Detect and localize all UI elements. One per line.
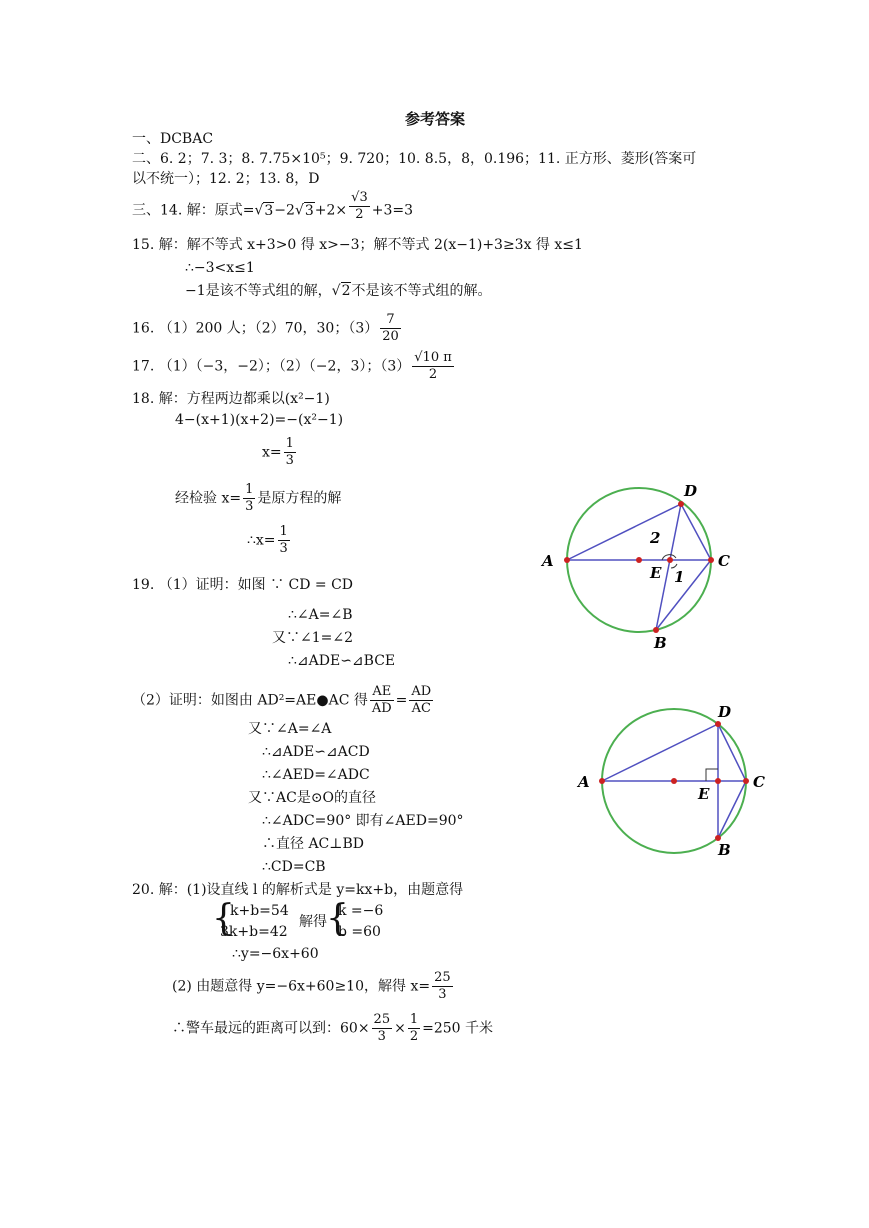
q15-line3: −1是该不等式组的解，√2不是该不等式组的解。 — [185, 283, 492, 299]
label-angle-1: 1 — [674, 568, 685, 586]
q18-line5: ∴x= $\frac{1}{3}$ — [247, 524, 288, 556]
q16-answer: 16. （1）200 人；（2）70，30；（3） $\frac{7}{20}$ — [132, 312, 399, 344]
q15-line1: 15. 解：解不等式 x+3>0 得 x>−3；解不等式 2(x−1)+3≥3x 得 x≤1 — [132, 237, 583, 253]
label-c: C — [718, 552, 730, 570]
segment-dc — [681, 504, 711, 560]
q19-part2-line1: （2）证明：如图由 AD²=AE●AC 得 $\frac{AE}{AD}$ = $\frac{AD}{AC}$ — [132, 684, 432, 716]
q18-line2: 4−(x+1)(x+2)=−(x²−1) — [175, 412, 344, 428]
section-1-answers: 一、DCBAC — [132, 131, 214, 147]
q20-system-eq1: k+b=54 — [230, 903, 289, 919]
point-d — [678, 501, 684, 507]
q19-part2-line3: ∴⊿ADE∽⊿ACD — [262, 744, 370, 760]
q19-part2-line7: ∴直径 AC⊥BD — [262, 836, 364, 852]
point-e — [715, 778, 721, 784]
label-c: C — [753, 773, 765, 791]
label-e: E — [650, 564, 662, 582]
page-title: 参考答案 — [405, 110, 466, 128]
section-2-answers-line2: 以不统一）；12. 2；13. 8，D — [132, 171, 320, 187]
label-d: D — [684, 482, 698, 500]
label-a: A — [542, 552, 554, 570]
point-c — [708, 557, 714, 563]
q20-part2-line1: (2) 由题意得 y=−6x+60≥10，解得 x= $\frac{25}{3}$ — [172, 970, 451, 1002]
q18-line1: 18. 解：方程两边都乘以(x²−1) — [132, 391, 330, 407]
label-d: D — [718, 703, 732, 721]
q20-line2: ∴y=−6x+60 — [232, 946, 319, 962]
label-b: B — [654, 634, 667, 652]
point-e — [667, 557, 673, 563]
q14-solution: 三、14. 解：原式=√3−2√3+2× $\frac{√3}{2}$ +3=3 — [132, 190, 413, 222]
system-brace-right: { — [326, 898, 349, 939]
q17-answer: 17. （1）（−3，−2）；（2）（−2，3）；（3） $\frac{√10 \pi}{2}$ — [132, 350, 452, 382]
q19-part2-line4: ∴∠AED=∠ADC — [262, 767, 370, 783]
point-c — [743, 778, 749, 784]
point-a — [599, 778, 605, 784]
q20-result-eq2: b =60 — [338, 924, 381, 940]
q19-line2: ∴∠A=∠B — [288, 607, 353, 623]
label-a: A — [578, 773, 590, 791]
q19-line1: 19. （1）证明：如图 ∵ CD = CD — [132, 577, 354, 593]
q18-line3: x= $\frac{1}{3}$ — [262, 436, 294, 468]
q19-part2-line2: 又∵∠A=∠A — [248, 721, 332, 737]
system-brace-left: { — [212, 898, 235, 939]
q20-line1: 20. 解：(1)设直线 l 的解析式是 y=kx+b，由题意得 — [132, 882, 464, 898]
geometry-figure-1 — [530, 470, 750, 660]
geometry-figure-2 — [570, 695, 780, 870]
q20-solve-label: 解得 — [299, 914, 327, 930]
q18-line4: 经检验 x= $\frac{1}{3}$ 是原方程的解 — [175, 482, 342, 514]
q19-part2-line6: ∴∠ADC=90° 即有∠AED=90° — [262, 813, 464, 829]
point-o — [636, 557, 642, 563]
section-2-answers-line1: 二、6. 2；7. 3；8. 7.75×10⁵；9. 720；10. 8.5，8，0.196；11. 正方形、菱形(答案可 — [132, 151, 697, 167]
point-o — [671, 778, 677, 784]
point-a — [564, 557, 570, 563]
q20-system-eq2: 3k+b=42 — [220, 924, 288, 940]
point-b — [653, 627, 659, 633]
q19-line4: ∴⊿ADE∽⊿BCE — [288, 653, 396, 669]
q20-part2-line2: ∴警车最远的距离可以到：60× $\frac{25}{3}$ × $\frac{1}{2}$ =250 千米 — [172, 1012, 494, 1044]
q19-part2-line5: 又∵AC是⊙O的直径 — [248, 790, 377, 806]
q20-result-eq1: k =−6 — [338, 903, 384, 919]
segment-dc — [718, 724, 746, 781]
label-e: E — [698, 785, 710, 803]
point-d — [715, 721, 721, 727]
label-angle-2: 2 — [650, 529, 661, 547]
q19-line3: 又∵∠1=∠2 — [272, 630, 354, 646]
q19-part2-line8: ∴CD=CB — [262, 859, 326, 875]
q15-line2: ∴−3<x≤1 — [185, 260, 255, 276]
label-b: B — [718, 841, 731, 859]
segment-bc — [718, 781, 746, 838]
